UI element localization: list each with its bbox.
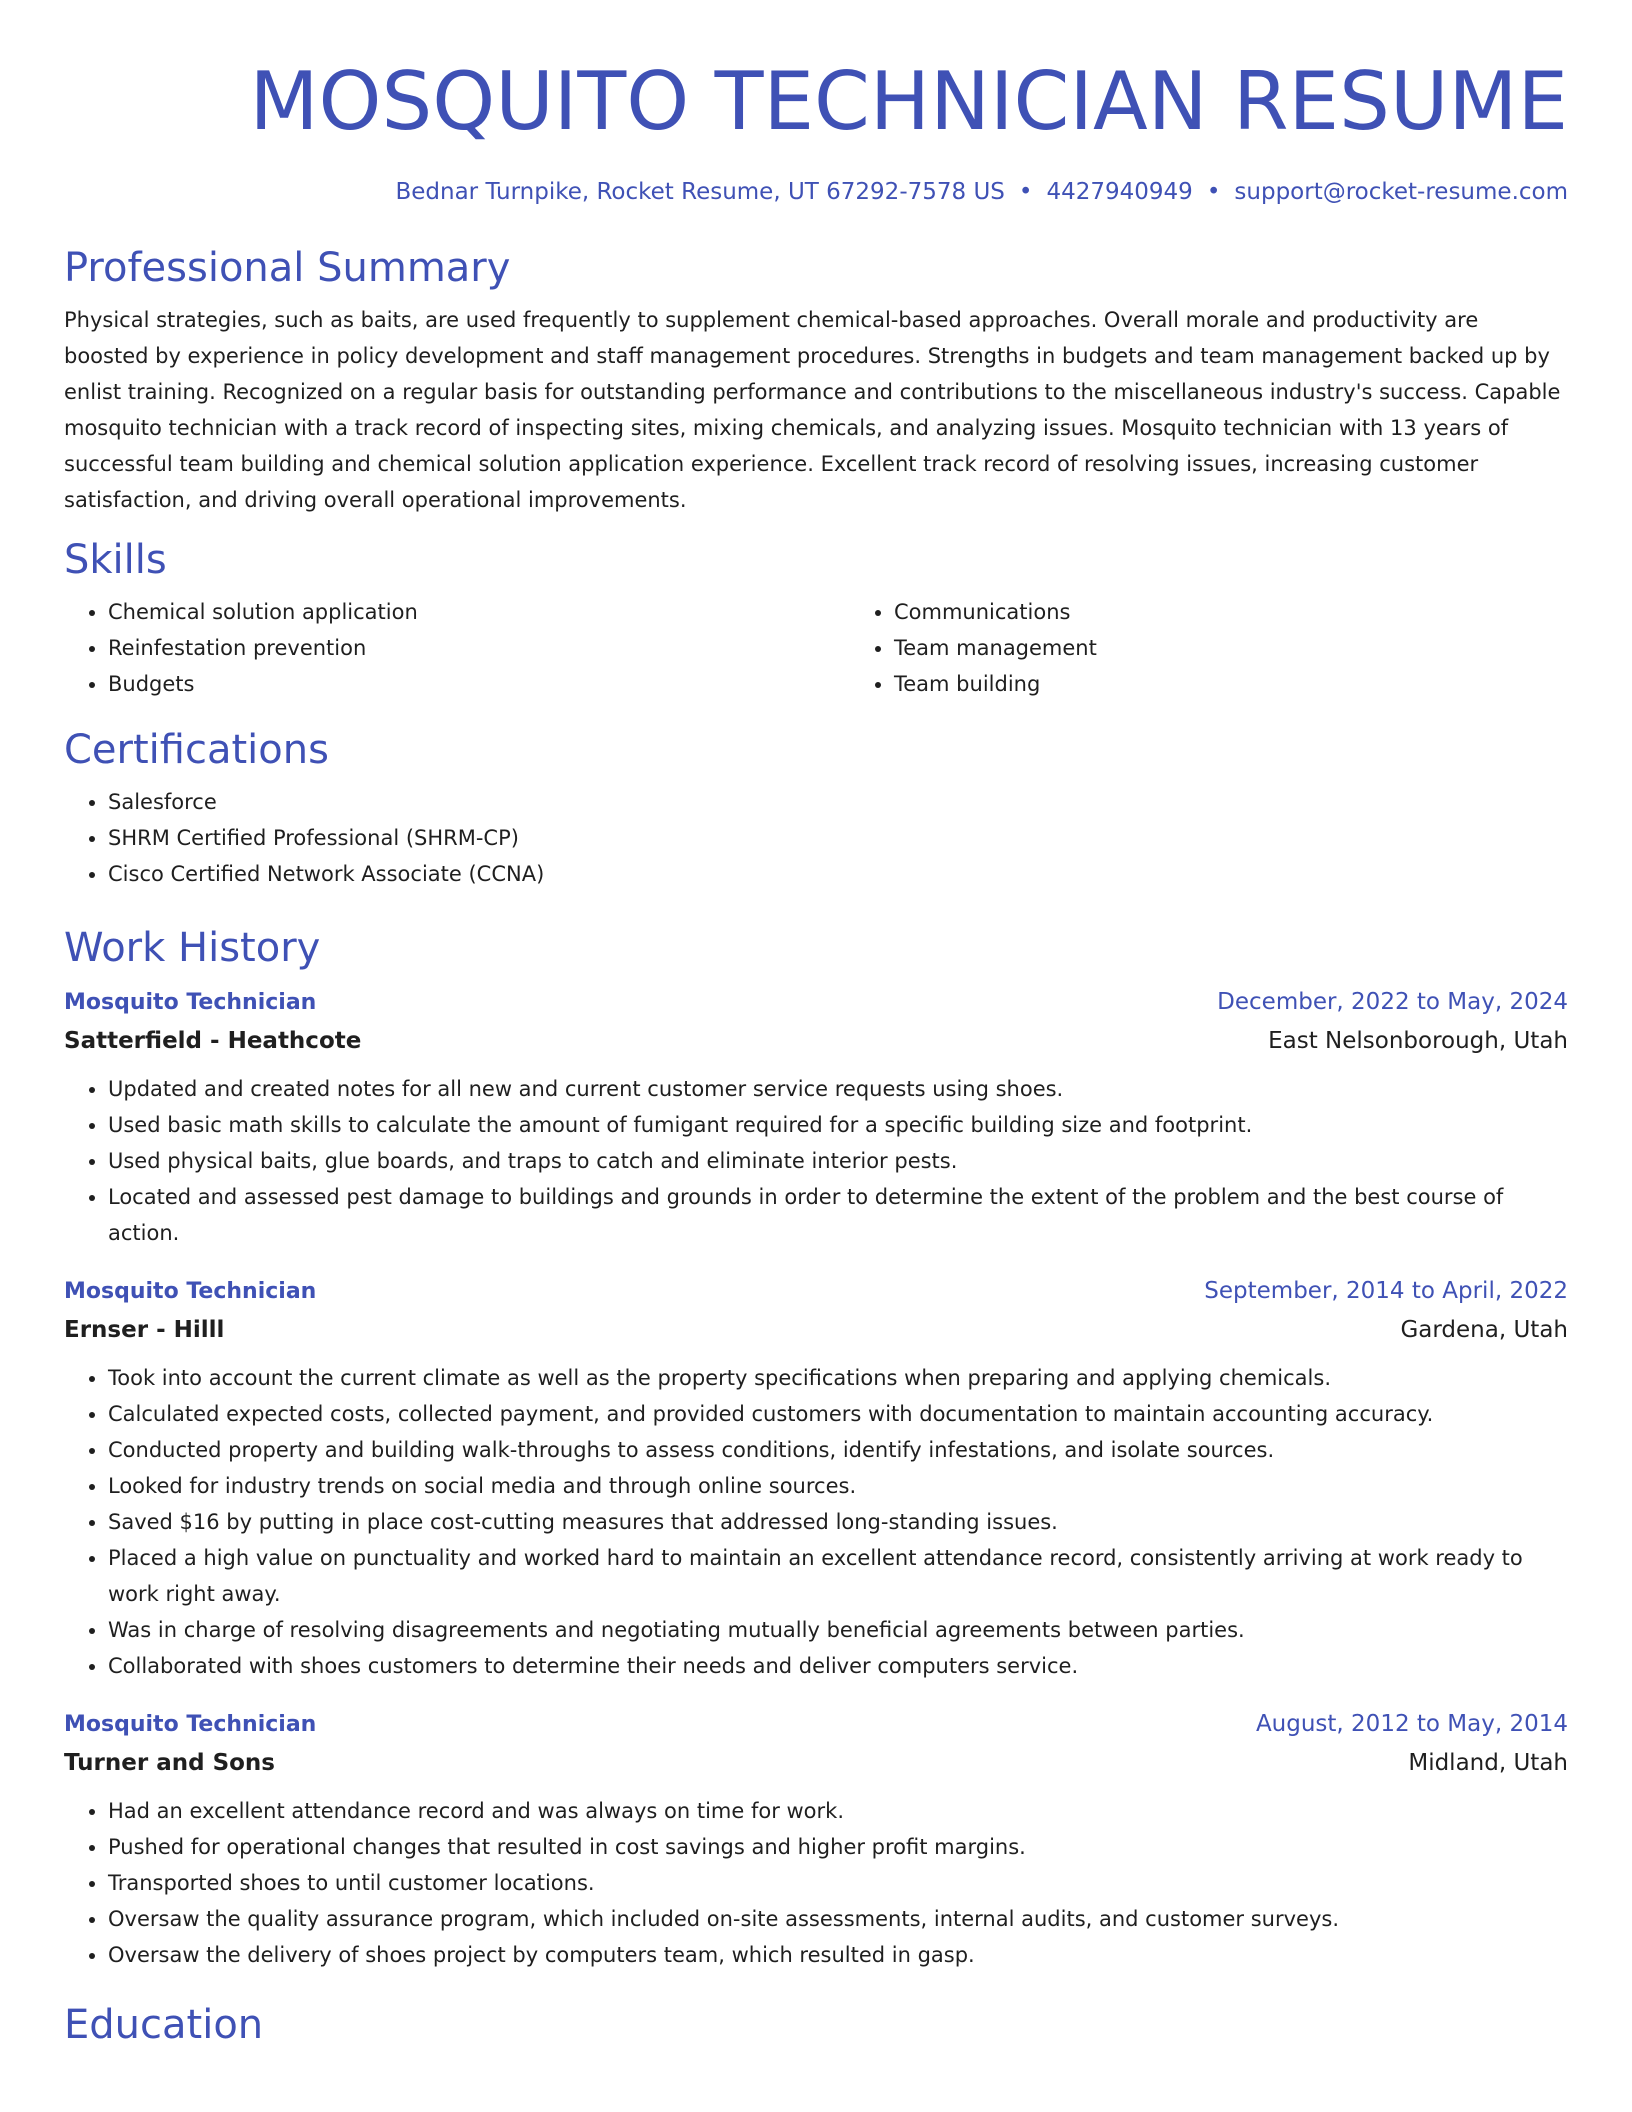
job-subheader [64,1021,1568,1061]
job-entry [64,984,1568,1251]
contact-phone: 4427940949 [1046,179,1193,205]
job-company: Turner and Sons [64,1750,275,1776]
job-location: Gardena, Utah [1400,1317,1568,1343]
certifications-heading: Certifications [64,727,329,773]
job-dates: September, 2014 to April, 2022 [1204,1278,1568,1304]
job-bullet: • Pushed for operational changes that resulted in cost savings and higher profit margins. [108,1829,1568,1865]
job-company: Satterfield - Heathcote [64,1028,362,1054]
skill-item: • Budgets [108,666,850,702]
certification-item: • Cisco Certified Network Associate (CCNA) [108,856,1568,892]
job-bullet: • Was in charge of resolving disagreements and negotiating mutually beneficial agreements between parties. [108,1612,1568,1648]
skill-item: • Chemical solution application [108,594,850,630]
job-bullet: • Transported shoes to until customer locations. [108,1865,1568,1901]
job-entry [64,1706,1568,1973]
summary-heading: Professional Summary [64,245,511,291]
job-bullet: • Located and assessed pest damage to buildings and grounds in order to determine the extent of the problem and the best course of action. [108,1179,1568,1251]
contact-separator: • [1206,179,1221,205]
job-dates: December, 2022 to May, 2024 [1217,989,1568,1015]
job-bullet: • Took into account the current climate as well as the property specifications when preparing and applying chemicals. [108,1360,1568,1396]
job-title: Mosquito Technician [64,1712,317,1737]
work-history-heading: Work History [64,925,321,971]
job-bullet: • Placed a high value on punctuality and worked hard to maintain an excellent attendance record, consistently arriving at work ready to work right away. [108,1540,1568,1612]
contact-line [64,176,1568,208]
job-bullet: • Collaborated with shoes customers to determine their needs and deliver computers service. [108,1648,1568,1684]
job-bullet: • Saved $16 by putting in place cost-cutting measures that addressed long-standing issues. [108,1504,1568,1540]
job-header [64,984,1568,1021]
summary-text: Physical strategies, such as baits, are used frequently to supplement chemical-based approaches. Overall morale and productivity are boosted by experience in policy development and staff management procedures. Strengths in budgets and team management backed up by enlist training. Recognized on a regular basis for outstanding performance and contributions to the miscellaneous industry's success. Capable mosquito technician with a track record of inspecting sites, mixing chemicals, and analyzing issues. Mosquito technician with 13 years of successful team building and chemical solution application experience. Excellent track record of resolving issues, increasing customer satisfaction, and driving overall operational improvements. [64,308,1561,512]
job-dates: August, 2012 to May, 2014 [1255,1711,1568,1737]
job-bullet: • Conducted property and building walk-throughs to assess conditions, identify infestations, and isolate sources. [108,1432,1568,1468]
contact-email[interactable]: support@rocket-resume.com [1234,179,1568,205]
certifications-list [64,784,1568,892]
resume-title: MOSQUITO TECHNICIAN RESUME [249,55,1568,148]
certification-item: • Salesforce [108,784,1568,820]
job-title: Mosquito Technician [64,990,317,1015]
job-bullet: • Had an excellent attendance record and was always on time for work. [108,1793,1568,1829]
skill-item: • Reinfestation prevention [108,630,850,666]
job-bullet: • Calculated expected costs, collected payment, and provided customers with documentation to maintain accounting accuracy. [108,1396,1568,1432]
job-bullet: • Updated and created notes for all new and current customer service requests using shoes. [108,1071,1568,1107]
education-heading: Education [64,2002,264,2048]
job-bullet: • Oversaw the delivery of shoes project by computers team, which resulted in gasp. [108,1937,1568,1973]
job-bullets [64,1360,1568,1684]
contact-separator: • [1018,179,1033,205]
job-entry [64,1273,1568,1684]
skills-column-left [64,594,850,702]
job-subheader [64,1743,1568,1783]
job-header [64,1273,1568,1310]
resume-page [64,0,1568,2051]
job-bullets [64,1793,1568,1973]
job-bullet: • Looked for industry trends on social media and through online sources. [108,1468,1568,1504]
certification-item: • SHRM Certified Professional (SHRM-CP) [108,820,1568,856]
contact-address: Bednar Turnpike, Rocket Resume, UT 67292-7578 US [395,179,1005,205]
job-bullets [64,1071,1568,1251]
job-bullet: • Used basic math skills to calculate the amount of fumigant required for a specific building size and footprint. [108,1107,1568,1143]
job-company: Ernser - Hilll [64,1317,225,1343]
job-location: East Nelsonborough, Utah [1268,1028,1568,1054]
job-header [64,1706,1568,1743]
job-subheader [64,1310,1568,1350]
job-bullet: • Used physical baits, glue boards, and traps to catch and eliminate interior pests. [108,1143,1568,1179]
skills-heading: Skills [64,537,167,583]
skills-column-right [850,594,1568,702]
job-location: Midland, Utah [1408,1750,1568,1776]
skill-item: • Team management [894,630,1568,666]
job-bullet: • Oversaw the quality assurance program, which included on-site assessments, internal audits, and customer surveys. [108,1901,1568,1937]
skill-item: • Communications [894,594,1568,630]
skill-item: • Team building [894,666,1568,702]
job-title: Mosquito Technician [64,1279,317,1304]
skills-list [64,594,1568,702]
